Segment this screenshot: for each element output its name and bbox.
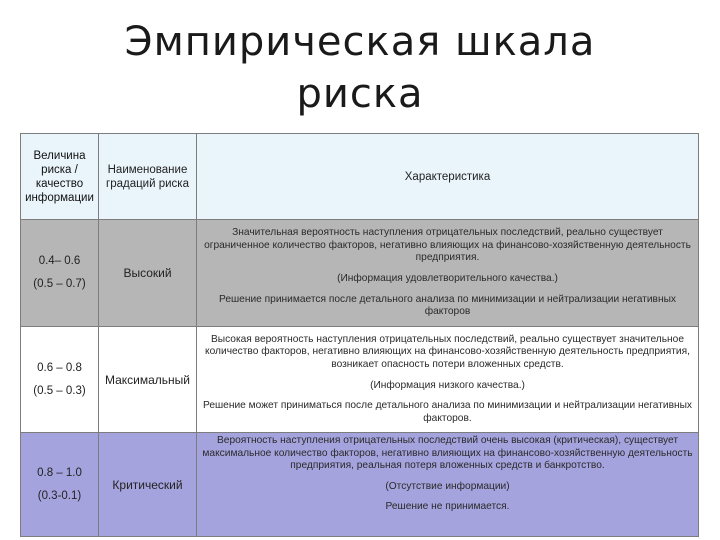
info-quality: (0.3-0.1) [37,489,82,502]
info-quality: (0.5 – 0.7) [33,278,86,290]
title-line-2: риска [296,71,424,117]
gradation-name: Высокий [99,220,197,327]
risk-value: 0.6 – 0.8 [37,361,82,374]
characteristic-cell [197,327,699,433]
risk-scale-table [20,133,699,537]
header-risk-value: Величина риска / качество информации [21,134,99,220]
risk-value-cell [21,220,99,327]
gradation-name: Критический [99,433,197,537]
header-characteristic: Характеристика [197,134,699,220]
risk-value-cell [21,433,99,537]
table-row [21,327,699,433]
risk-value-cell [21,327,99,433]
gradation-name: Максимальный [99,327,197,433]
characteristic-text: Значительная вероятность наступления отрицательных последствий, реально существует ограниченное количество факторов, негативно влияющих на финансово-хозяйственную деятельность предприятия. [204,227,691,264]
header-gradation-name: Наименование градаций риска [99,134,197,220]
table-row [21,220,699,327]
characteristic-info: (Информация низкого качества.) [370,379,525,391]
characteristic-decision: Решение может приниматься после детального анализа по минимизации и нейтрализации негативных факторов. [202,400,693,424]
characteristic-info: (Информация удовлетворительного качества.) [337,273,558,284]
table-header-row [21,134,699,220]
table-row [21,433,699,537]
characteristic-info: (Отсутствие информации) [385,480,510,492]
characteristic-text: Высокая вероятность наступления отрицательных последствий, реально существует значительное количество факторов, негативно влияющих на финансово-хозяйственную деятельность предприятия, возникает опасность потери вложенных средств. [205,333,690,370]
characteristic-cell [197,220,699,327]
characteristic-decision: Решение принимается после детального анализа по минимизации и нейтрализации негативных факторов [219,293,676,318]
characteristic-cell [197,433,699,537]
characteristic-text: Вероятность наступления отрицательных последствий очень высокая (критическая), существует максимальное количество факторов, негативно влияющих на финансово-хозяйственную деятельность предприятия, реальная потеря вложенных средств и банкротство. [202,435,693,472]
info-quality: (0.5 – 0.3) [33,384,86,397]
characteristic-decision: Решение не принимается. [385,501,510,513]
title-line-1: Эмпирическая шкала [124,19,596,65]
risk-value: 0.8 – 1.0 [37,466,82,479]
page-title [0,16,720,120]
risk-value: 0.4– 0.6 [38,255,81,267]
